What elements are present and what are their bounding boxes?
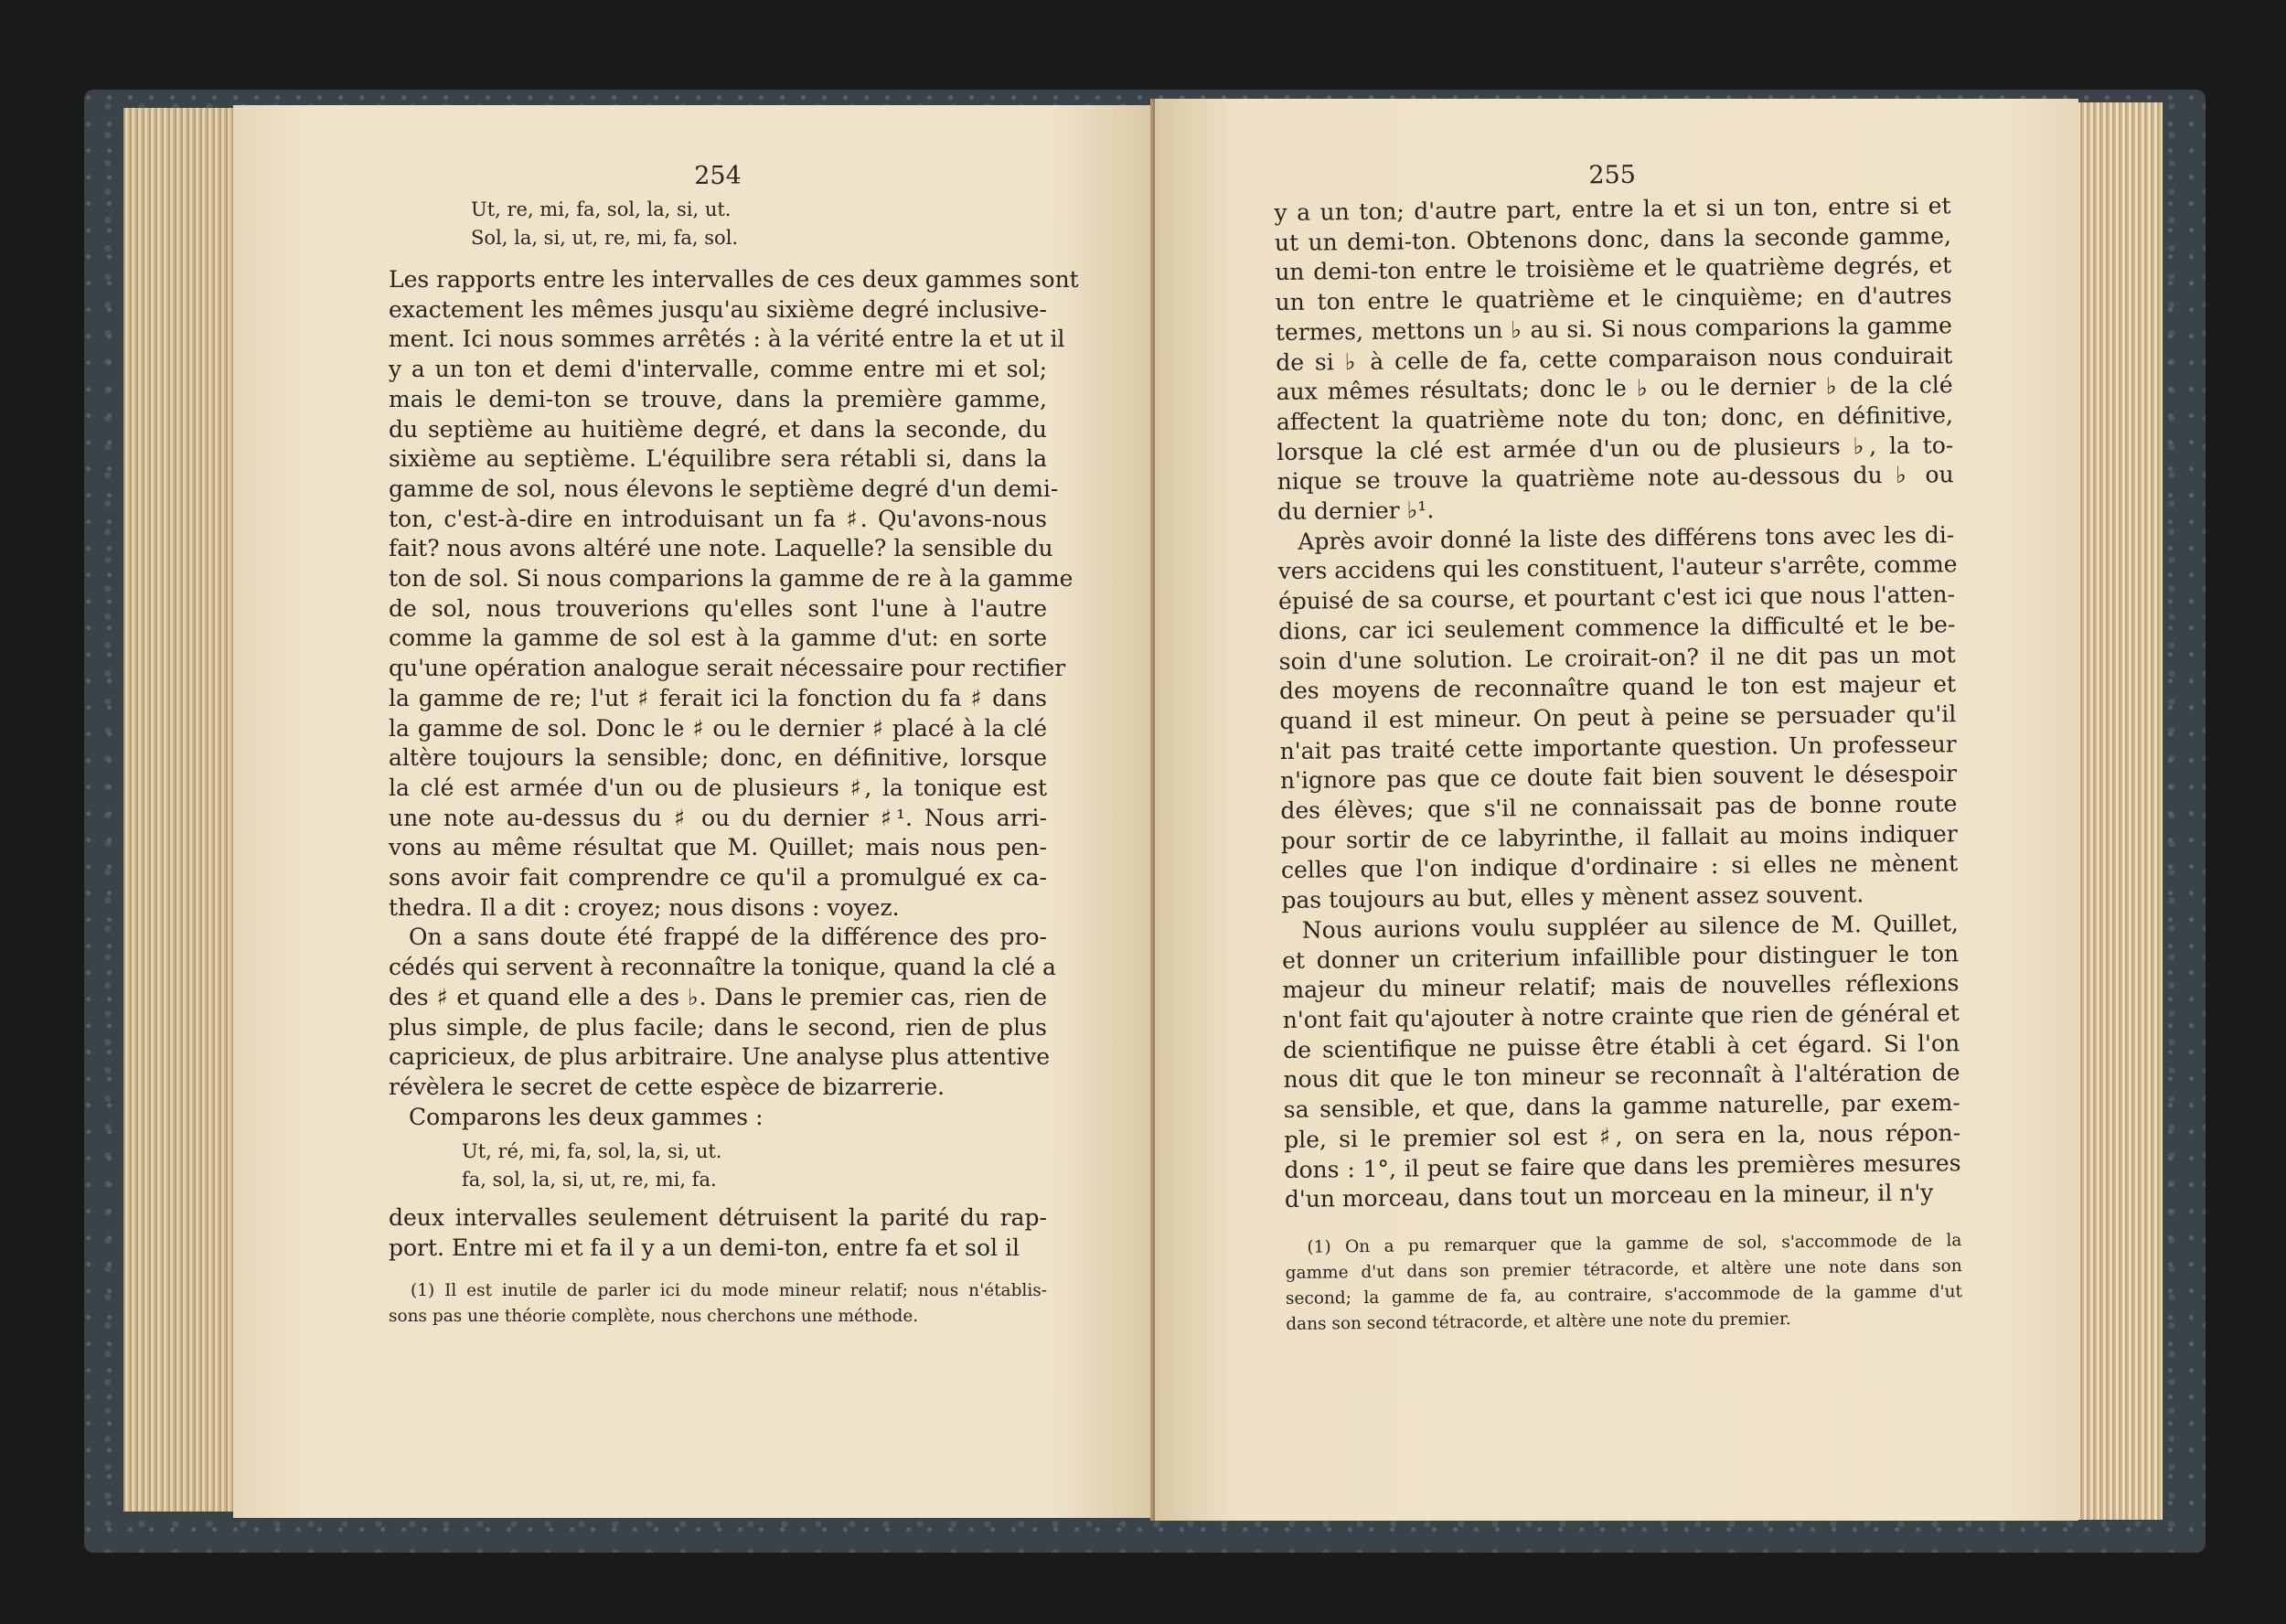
scale-line: fa, sol, la, si, ut, re, mi, fa.	[462, 1169, 717, 1191]
left-page	[233, 105, 1161, 1518]
text-line: comme la gamme de sol est à la gamme d'ut: en sorte	[389, 625, 1047, 652]
text-line: épuisé de sa course, et pourtant c'est ici que nous l'atten-	[1277, 581, 1956, 615]
text-line: fait? nous avons altéré une note. Laquelle? la sensible du	[389, 535, 1053, 562]
text-line: vons au même résultat que M. Quillet; mais nous pen-	[389, 834, 1047, 861]
text-line: qu'une opération analogue serait nécessaire pour rectifier	[389, 655, 1066, 682]
footnote-line: dans son second tétracorde, et altère une note du premier.	[1286, 1309, 1791, 1334]
text-line: et donner un criterium infaillible pour distinguer le ton	[1281, 939, 1960, 974]
text-line: ton de sol. Si nous comparions la gamme de re à la gamme	[389, 565, 1074, 593]
text-line: n'ignore pas que ce doute fait bien souvent le désespoir	[1279, 760, 1958, 795]
text-line: sixième au septième. L'équilibre sera rétabli si, dans la	[389, 445, 1047, 473]
text-line: un demi-ton entre le troisième et le quatrième degrés, et	[1275, 251, 1952, 286]
text-line: vers accidens qui les constituent, l'auteur s'arrête, comme	[1277, 550, 1958, 585]
text-line: dons : 1°, il peut se faire que dans les premières mesures	[1284, 1149, 1961, 1183]
text-line: pour sortir de ce labyrinthe, il fallait au moins indiquer	[1280, 819, 1958, 854]
text-line: Les rapports entre les intervalles de ces deux gammes sont	[389, 266, 1079, 293]
text-line: un ton entre le quatrième et le cinquième; en d'autres	[1275, 282, 1952, 316]
text-line: révèlera le secret de cette espèce de bizarrerie.	[389, 1073, 945, 1100]
text-line: gamme de sol, nous élevons le septième degré d'un demi-	[389, 475, 1059, 502]
text-line: exactement les mêmes jusqu'au sixième degré inclusive-	[389, 295, 1047, 323]
footnote-line: sons pas une théorie complète, nous cherchons une méthode.	[389, 1306, 919, 1326]
text-line: la gamme de sol. Donc le ♯ ou le dernier ♯ placé à la clé	[389, 714, 1047, 742]
text-line: pas toujours au but, elles y mènent assez souvent.	[1281, 881, 1864, 914]
text-line: celles que l'on indique d'ordinaire : si elles ne mènent	[1280, 849, 1959, 884]
text-line: deux intervalles seulement détruisent la parité du rap-	[389, 1204, 1047, 1232]
text-line: Nous aurions voulu suppléer au silence de M. Quillet,	[1301, 910, 1959, 944]
footnote-line: second; la gamme de fa, au contraire, s'accommode de la gamme d'ut	[1285, 1282, 1963, 1309]
left-body-paragraphs	[389, 265, 1079, 1132]
scale-line: Sol, la, si, ut, re, mi, fa, sol.	[471, 227, 739, 249]
text-line: port. Entre mi et fa il y a un demi-ton, entre fa et sol il	[389, 1234, 1020, 1262]
scale-line: Ut, ré, mi, fa, sol, la, si, ut.	[462, 1140, 722, 1163]
text-line: sons avoir fait comprendre ce qu'il a promulgué ex ca-	[389, 864, 1047, 892]
text-line: des élèves; que s'il ne connaissait pas de bonne route	[1280, 790, 1958, 825]
text-line: termes, mettons un ♭ au si. Si nous comparions la gamme	[1275, 312, 1953, 346]
text-line: aux mêmes résultats; donc le ♭ ou le dernier ♭ de la clé	[1276, 371, 1953, 406]
text-line: de sol, nous trouverions qu'elles sont l'une à l'autre	[389, 594, 1047, 622]
footnote-line: gamme d'ut dans son premier tétracorde, et altère une note dans son	[1285, 1256, 1962, 1283]
text-line: des ♯ et quand elle a des ♭. Dans le premier cas, rien de	[389, 983, 1047, 1010]
text-line: Comparons les deux gammes :	[409, 1103, 764, 1130]
text-line: ut un demi-ton. Obtenons donc, dans la seconde gamme,	[1274, 221, 1952, 256]
text-line: y a un ton; d'autre part, entre la et si un ton, entre si et	[1274, 192, 1951, 226]
text-line: nous dit que le ton mineur se reconnaît à l'altération de	[1283, 1059, 1960, 1094]
text-line: Après avoir donné la liste des différens tons avec les di-	[1298, 520, 1955, 555]
text-line: plus simple, de plus facile; dans le second, rien de plus	[389, 1013, 1047, 1041]
scale-block-1	[389, 196, 1047, 252]
text-line: altère toujours la sensible; donc, en définitive, lorsque	[389, 744, 1047, 772]
scale-line: Ut, re, mi, fa, sol, la, si, ut.	[471, 198, 732, 220]
scale-block-2	[389, 1138, 1047, 1194]
left-footnote	[389, 1278, 1047, 1330]
text-line: y a un ton et demi d'intervalle, comme entre mi et sol;	[389, 356, 1047, 383]
text-line: nique se trouve la quatrième note au-dessous du ♭ ou	[1277, 461, 1954, 496]
footnote-line: (1) Il est inutile de parler ici du mode mineur relatif; nous n'établis-	[411, 1280, 1047, 1300]
text-line: la gamme de re; l'ut ♯ ferait ici la fonction du fa ♯ dans	[389, 684, 1047, 711]
text-line: ment. Ici nous sommes arrêtés : à la vérité entre la et ut il	[389, 326, 1065, 353]
text-line: On a sans doute été frappé de la différence des pro-	[409, 924, 1047, 951]
text-line: cédés qui servent à reconnaître la tonique, quand la clé a	[389, 954, 1056, 981]
text-line: mais le demi-ton se trouve, dans la première gamme,	[389, 385, 1047, 412]
right-page	[1155, 99, 2078, 1521]
text-line: dions, car ici seulement commence la difficulté et le be-	[1278, 611, 1956, 645]
text-line: du septième au huitième degré, et dans la seconde, du	[389, 415, 1047, 443]
left-text-column	[389, 162, 1079, 1330]
text-line: une note au-dessus du ♯ ou du dernier ♯¹. Nous arri-	[389, 804, 1047, 831]
text-line: thedra. Il a dit : croyez; nous disons : voyez.	[389, 893, 900, 921]
text-line: affectent la quatrième note du ton; donc, en définitive,	[1276, 401, 1954, 435]
left-page-edges	[123, 108, 250, 1512]
text-line: lorsque la clé est armée d'un ou de plusieurs ♭, la to-	[1277, 431, 1954, 465]
text-line: du dernier ♭¹.	[1277, 497, 1435, 526]
right-footnote	[1285, 1228, 1962, 1338]
text-line: de si ♭ à celle de fa, cette comparaison nous conduirait	[1276, 341, 1953, 376]
right-page-edges	[2076, 102, 2163, 1520]
text-line: capricieux, de plus arbitraire. Une analyse plus attentive	[389, 1043, 1050, 1071]
text-line: d'un morceau, dans tout un morceau en la mineur, il n'y	[1284, 1179, 1934, 1213]
page-number-right: 255	[1588, 160, 1637, 190]
right-body-paragraphs	[1274, 191, 1961, 1215]
page-number-left: 254	[694, 162, 742, 190]
text-line: n'ont fait qu'ajouter à notre crainte que rien de général et	[1282, 999, 1960, 1033]
text-line: des moyens de reconnaître quand le ton est majeur et	[1278, 670, 1957, 705]
text-line: n'ait pas traité cette importante question. Un professeur	[1279, 730, 1957, 764]
text-line: de scientifique ne puisse être établi à cet égard. Si l'on	[1282, 1029, 1960, 1063]
text-line: ple, si le premier sol est ♯, on sera en la, nous répon-	[1284, 1118, 1961, 1153]
text-line: la clé est armée d'un ou de plusieurs ♯, la tonique est	[389, 774, 1047, 801]
right-text-column	[1274, 157, 1962, 1338]
left-body-continuation	[389, 1203, 1047, 1263]
text-line: soin d'une solution. Le croirait-on? il ne dit pas un mot	[1278, 640, 1956, 675]
text-line: sa sensible, et que, dans la gamme naturelle, par exem-	[1283, 1089, 1960, 1124]
text-line: quand il est mineur. On peut à peine se persuader qu'il	[1279, 700, 1957, 734]
text-line: ton, c'est-à-dire en introduisant un fa ♯. Qu'avons-nous	[389, 505, 1047, 532]
text-line: majeur du mineur relatif; mais de nouvelles réflexions	[1282, 969, 1960, 1004]
footnote-line: (1) On a pu remarquer que la gamme de sol, s'accommode de la	[1307, 1231, 1962, 1257]
